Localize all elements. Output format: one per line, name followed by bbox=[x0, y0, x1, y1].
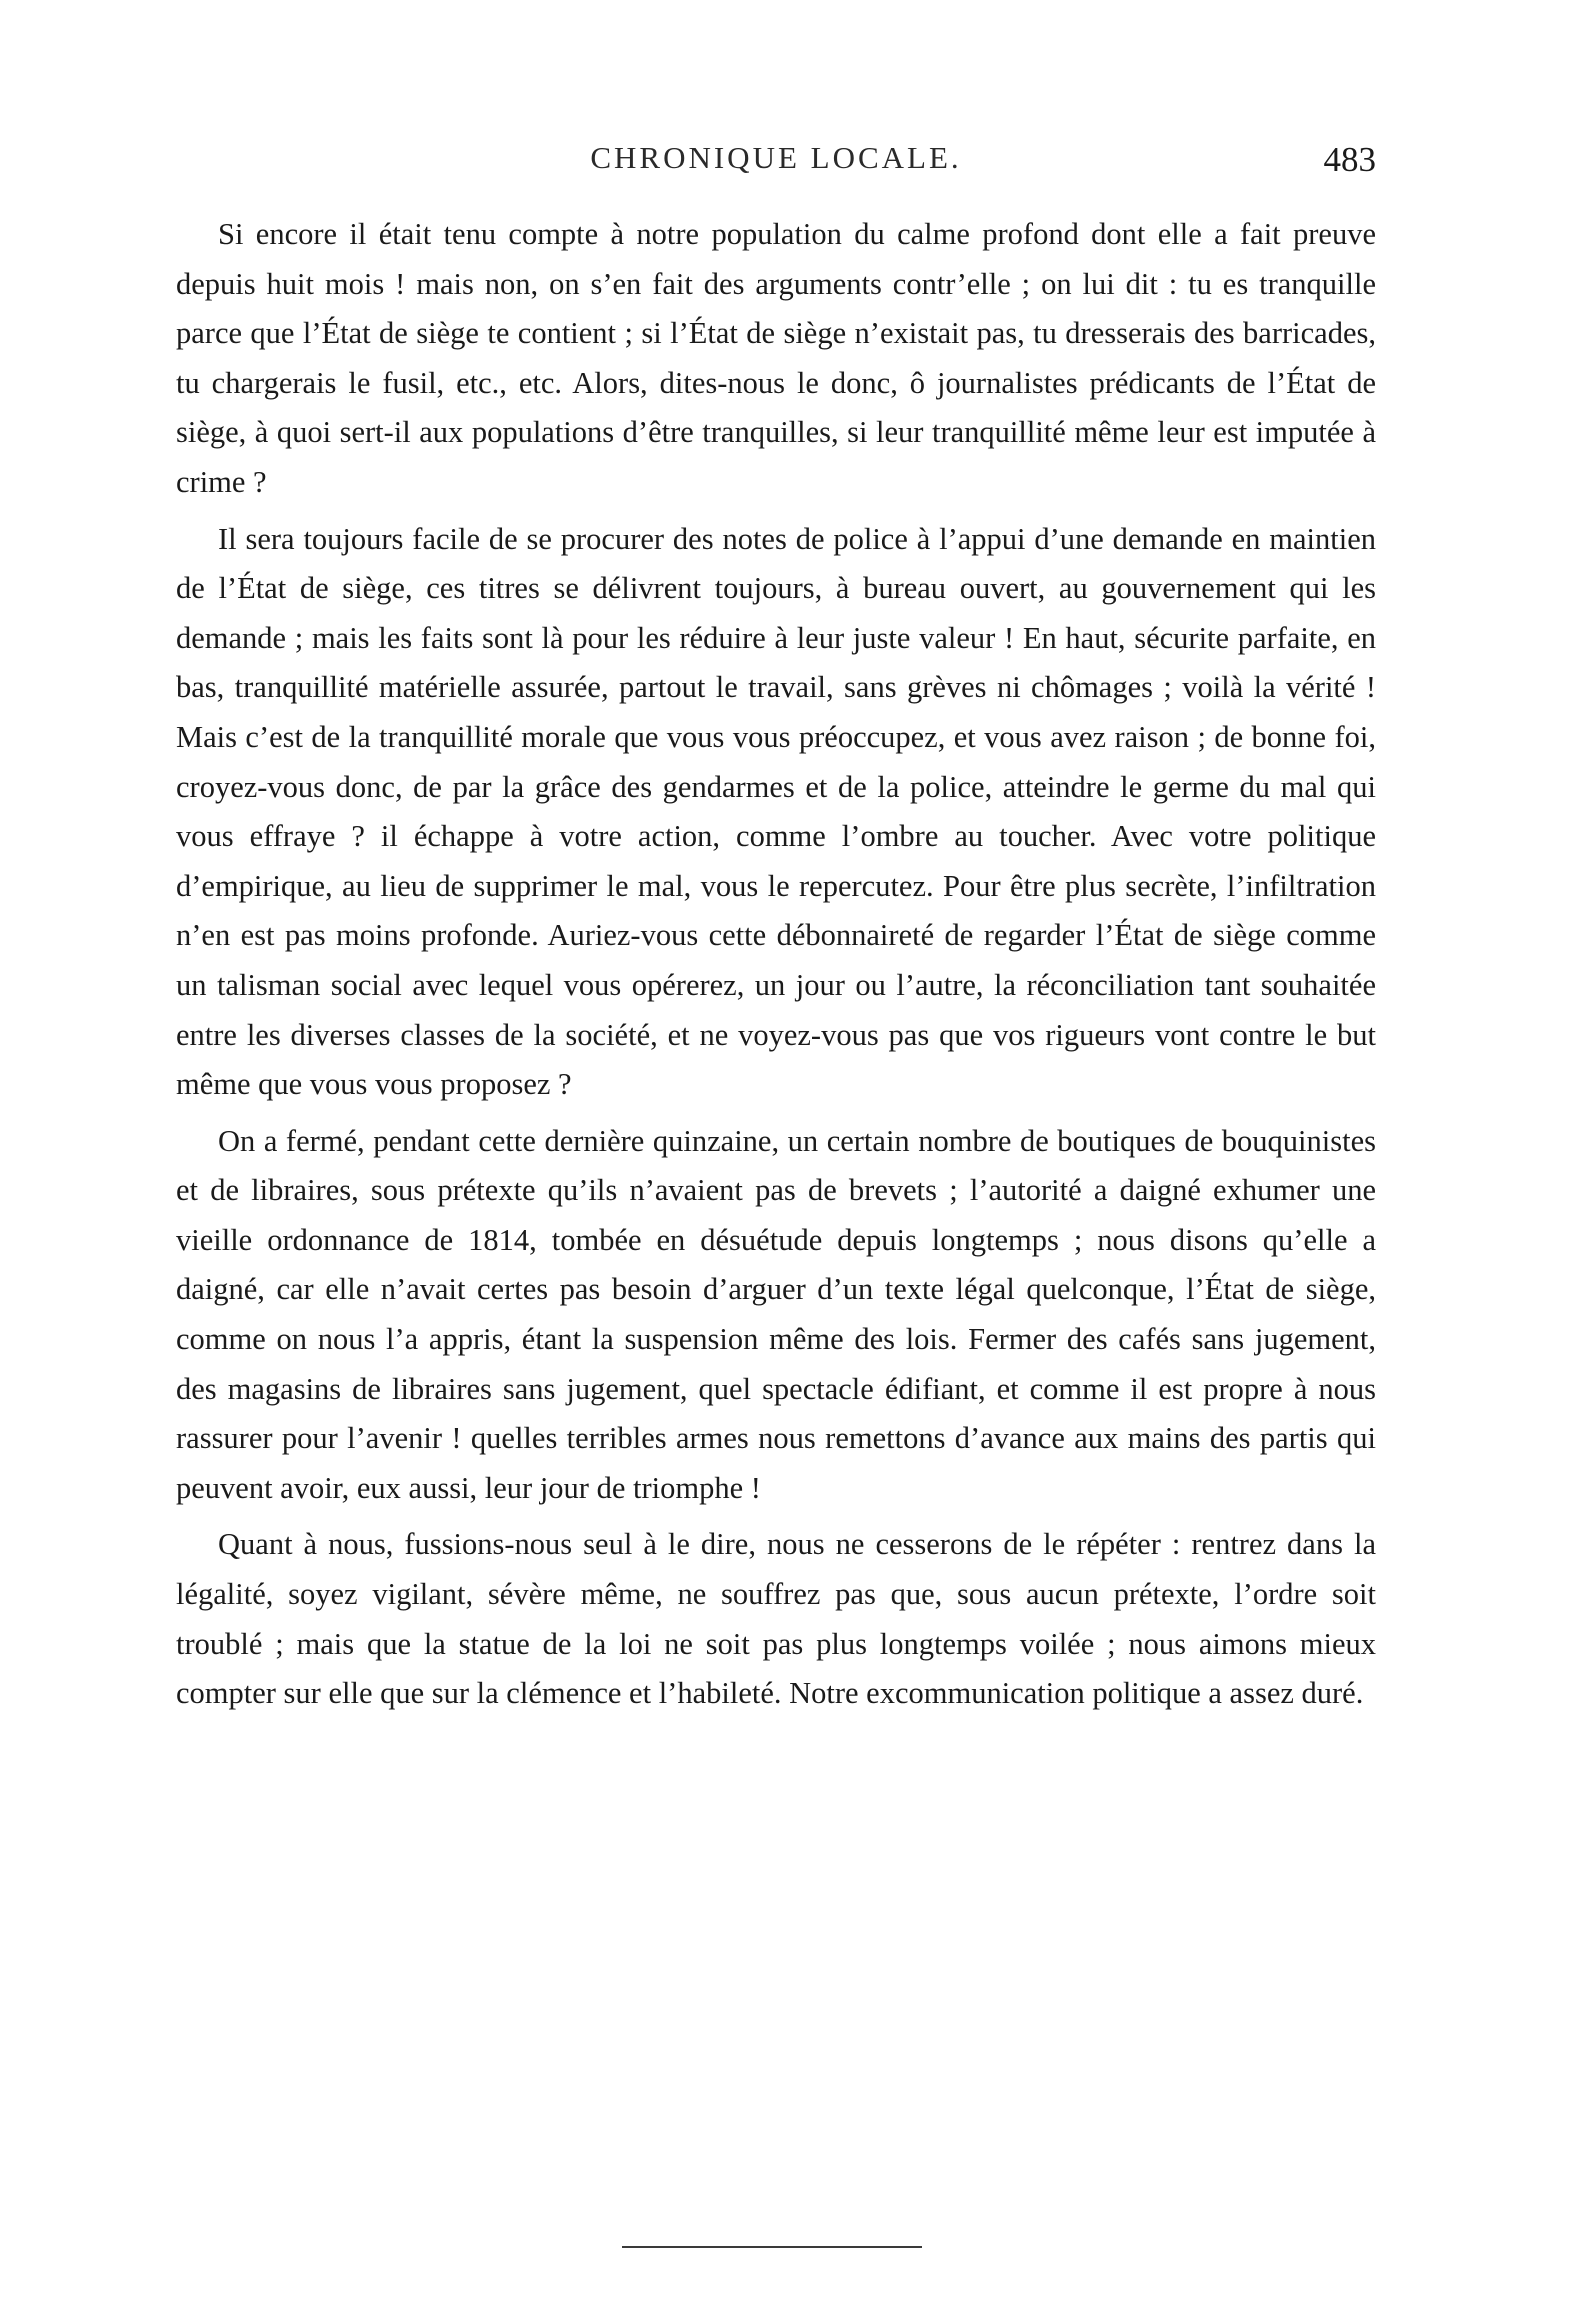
paragraph-1: Si encore il était tenu compte à notre population du calme profond dont elle a fait preuve depuis huit mois ! mais non, on s’en fait des arguments contr’elle ; on lui dit : tu es tranquille parce que l’État de siège te contient ; si l’État de siège n’existait pas, tu dresserais des barricades, tu chargerais le fusil, etc., etc. Alors, dites-nous le donc, ô journalistes prédicants de l’État de siège, à quoi sert-il aux populations d’être tranquilles, si leur tranquillité même leur est imputée à crime ? bbox=[176, 217, 1376, 499]
paragraph-2: Il sera toujours facile de se procurer des notes de police à l’appui d’une demande en maintien de l’État de siège, ces titres se délivrent toujours, à bureau ouvert, au gouvernement qui les demande ; mais les faits sont là pour les réduire à leur juste valeur ! En haut, sécurite parfaite, en bas, tranquillité matérielle assurée, partout le travail, sans grèves ni chômages ; voilà la vérité ! Mais c’est de la tranquillité morale que vous vous préoccupez, et vous avez raison ; de bonne foi, croyez-vous donc, de par la grâce des gendarmes et de la police, atteindre le germe du mal qui vous effraye ? il échappe à votre action, comme l’ombre au toucher. Avec votre politique d’empirique, au lieu de supprimer le mal, vous le repercutez. Pour être plus secrète, l’infiltration n’en est pas moins profonde. Auriez-vous cette débonnaireté de regarder l’État de siège comme un talisman social avec lequel vous opérerez, un jour ou l’autre, la réconciliation tant souhaitée entre les diverses classes de la société, et ne voyez-vous pas que vos rigueurs vont contre le but même que vous vous proposez ? bbox=[176, 521, 1376, 1102]
end-rule-divider bbox=[622, 2246, 922, 2248]
running-title: CHRONIQUE LOCALE. bbox=[590, 140, 962, 175]
paragraph-3: On a fermé, pendant cette dernière quinzaine, un certain nombre de boutiques de bouquinistes et de libraires, sous prétexte qu’ils n’avaient pas de brevets ; l’autorité a daigné exhumer une vieille ordonnance de 1814, tombée en désuétude depuis longtemps ; nous disons qu’elle a daigné, car elle n’avait certes pas besoin d’arguer d’un texte légal quelconque, l’État de siège, comme on nous l’a appris, étant la suspension même des lois. Fermer des cafés sans jugement, des magasins de libraires sans jugement, quel spectacle édifiant, et comme il est propre à nous rassurer pour l’avenir ! quelles terribles armes nous remettons d’avance aux mains des partis qui peuvent avoir, eux aussi, leur jour de triomphe ! bbox=[176, 1123, 1376, 1505]
running-head bbox=[176, 140, 1376, 190]
paragraph-4: Quant à nous, fussions-nous seul à le dire, nous ne cesserons de le répéter : rentrez dans la légalité, soyez vigilant, sévère même, ne souffrez pas que, sous aucun prétexte, l’ordre soit troublé ; mais que la statue de la loi ne soit pas plus longtemps voilée ; nous aimons mieux compter sur elle que sur la clémence et l’habileté. Notre excommunication politique a assez duré. bbox=[176, 1527, 1376, 1711]
body-text bbox=[176, 210, 1376, 1726]
page-number: 483 bbox=[1323, 140, 1376, 179]
